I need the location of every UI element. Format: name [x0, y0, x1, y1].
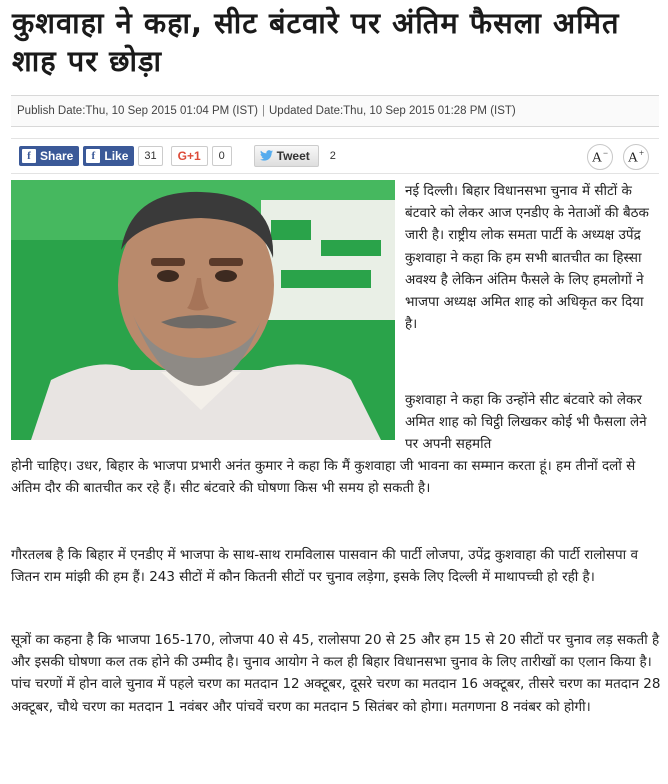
paragraph-2-top: कुशवाहा ने कहा कि उन्होंने सीट बंटवारे को लेकर अमित शाह को चिट्ठी लिखकर कोई भी फैसला लेने पर अपनी सहमति: [405, 392, 647, 453]
paragraph-3: गौरतलब है कि बिहार में एनडीए में भाजपा के साथ-साथ रामविलास पासवान की पार्टी लोजपा, उपेंद्र कुशवाहा की पार्टी रालोसपा व जितन राम मांझी की हम हैं। 243 सीटों में कौन कितनी सीटों पर चुनाव लड़ेगा, इसके लिए दिल्ली में माथापच्ची हो रही है।: [11, 547, 638, 586]
paragraph-2-bottom: होनी चाहिए। उधर, बिहार के भाजपा प्रभारी अनंत कुमार ने कहा कि मैं कुशवाहा जी भावना का सम्मान करता हूं। हम तीनों दलों से अंतिम दौर की बातचीत कर रहे हैं। सीट बंटवारे की घोषणा किस भी समय हो सकती है।: [11, 458, 636, 497]
publish-date: Publish Date:Thu, 10 Sep 2015 01:04 PM (IST): [17, 105, 258, 117]
paragraph-1: नई दिल्ली। बिहार विधानसभा चुनाव में सीटों के बंटवारे को लेकर आज एनडीए के नेताओं की बैठक जारी है। राष्ट्रीय लोक समता पार्टी के अध्यक्ष उपेंद्र कुशवाहा ने कहा कि हम सभी बातचीत का हिस्सा अवश्य है लेकिन अंतिम फैसले के लिए हमलोगों ने भाजपा अध्यक्ष अमित शाह को अधिकृत कर दिया है।: [405, 183, 649, 333]
font-decrease-icon: A−: [591, 147, 609, 166]
article-photo: [11, 180, 395, 440]
tweet-count: 2: [323, 146, 343, 166]
facebook-icon: f: [22, 149, 36, 163]
dateline: [11, 95, 659, 127]
facebook-share-button[interactable]: [19, 146, 79, 166]
facebook-like-count: 31: [138, 146, 162, 166]
date-separator: |: [262, 105, 265, 117]
font-decrease-button[interactable]: [587, 144, 613, 170]
font-increase-icon: A+: [627, 147, 645, 166]
facebook-like-label: Like: [104, 149, 129, 163]
font-increase-button[interactable]: [623, 144, 649, 170]
facebook-like-button[interactable]: [83, 146, 134, 166]
facebook-share-label: Share: [40, 149, 74, 163]
facebook-icon: f: [86, 149, 100, 163]
article-headline: कुशवाहा ने कहा, सीट बंटवारे पर अंतिम फैसला अमित शाह पर छोड़ा: [12, 6, 620, 78]
portrait-illustration: [11, 180, 395, 440]
tweet-button[interactable]: [254, 145, 319, 167]
tweet-label: Tweet: [276, 149, 310, 163]
google-plus-count: 0: [212, 146, 232, 166]
google-plus-label: G+1: [177, 149, 201, 163]
google-plus-button[interactable]: [171, 146, 208, 166]
updated-date: Updated Date:Thu, 10 Sep 2015 01:28 PM (IST): [269, 105, 516, 117]
paragraph-4: सूत्रों का कहना है कि भाजपा 165-170, लोजपा 40 से 45, रालोसपा 20 से 25 और हम 15 से 20 सीटों पर चुनाव लड़ सकती है और इसकी घोषणा कल तक होने की उम्मीद है। चुनाव आयोग ने कल ही बिहार विधानसभा चुनाव के लिए तारीखों का एलान किया है। पांच चरणों में होन वाले चुनाव में पहले चरण का मतदान 12 अक्टूबर, दूसरे चरण का मतदान 16 अक्टूबर, तीसरे चरण का मतदान 28 अक्टूबर, चौथे चरण का मतदान 1 नवंबर और पांचवें चरण का मतदान 5 सितंबर को होगा। मतगणना 8 नवंबर को होगी।: [11, 632, 661, 715]
share-bar: [11, 138, 659, 174]
twitter-bird-icon: [260, 149, 273, 164]
